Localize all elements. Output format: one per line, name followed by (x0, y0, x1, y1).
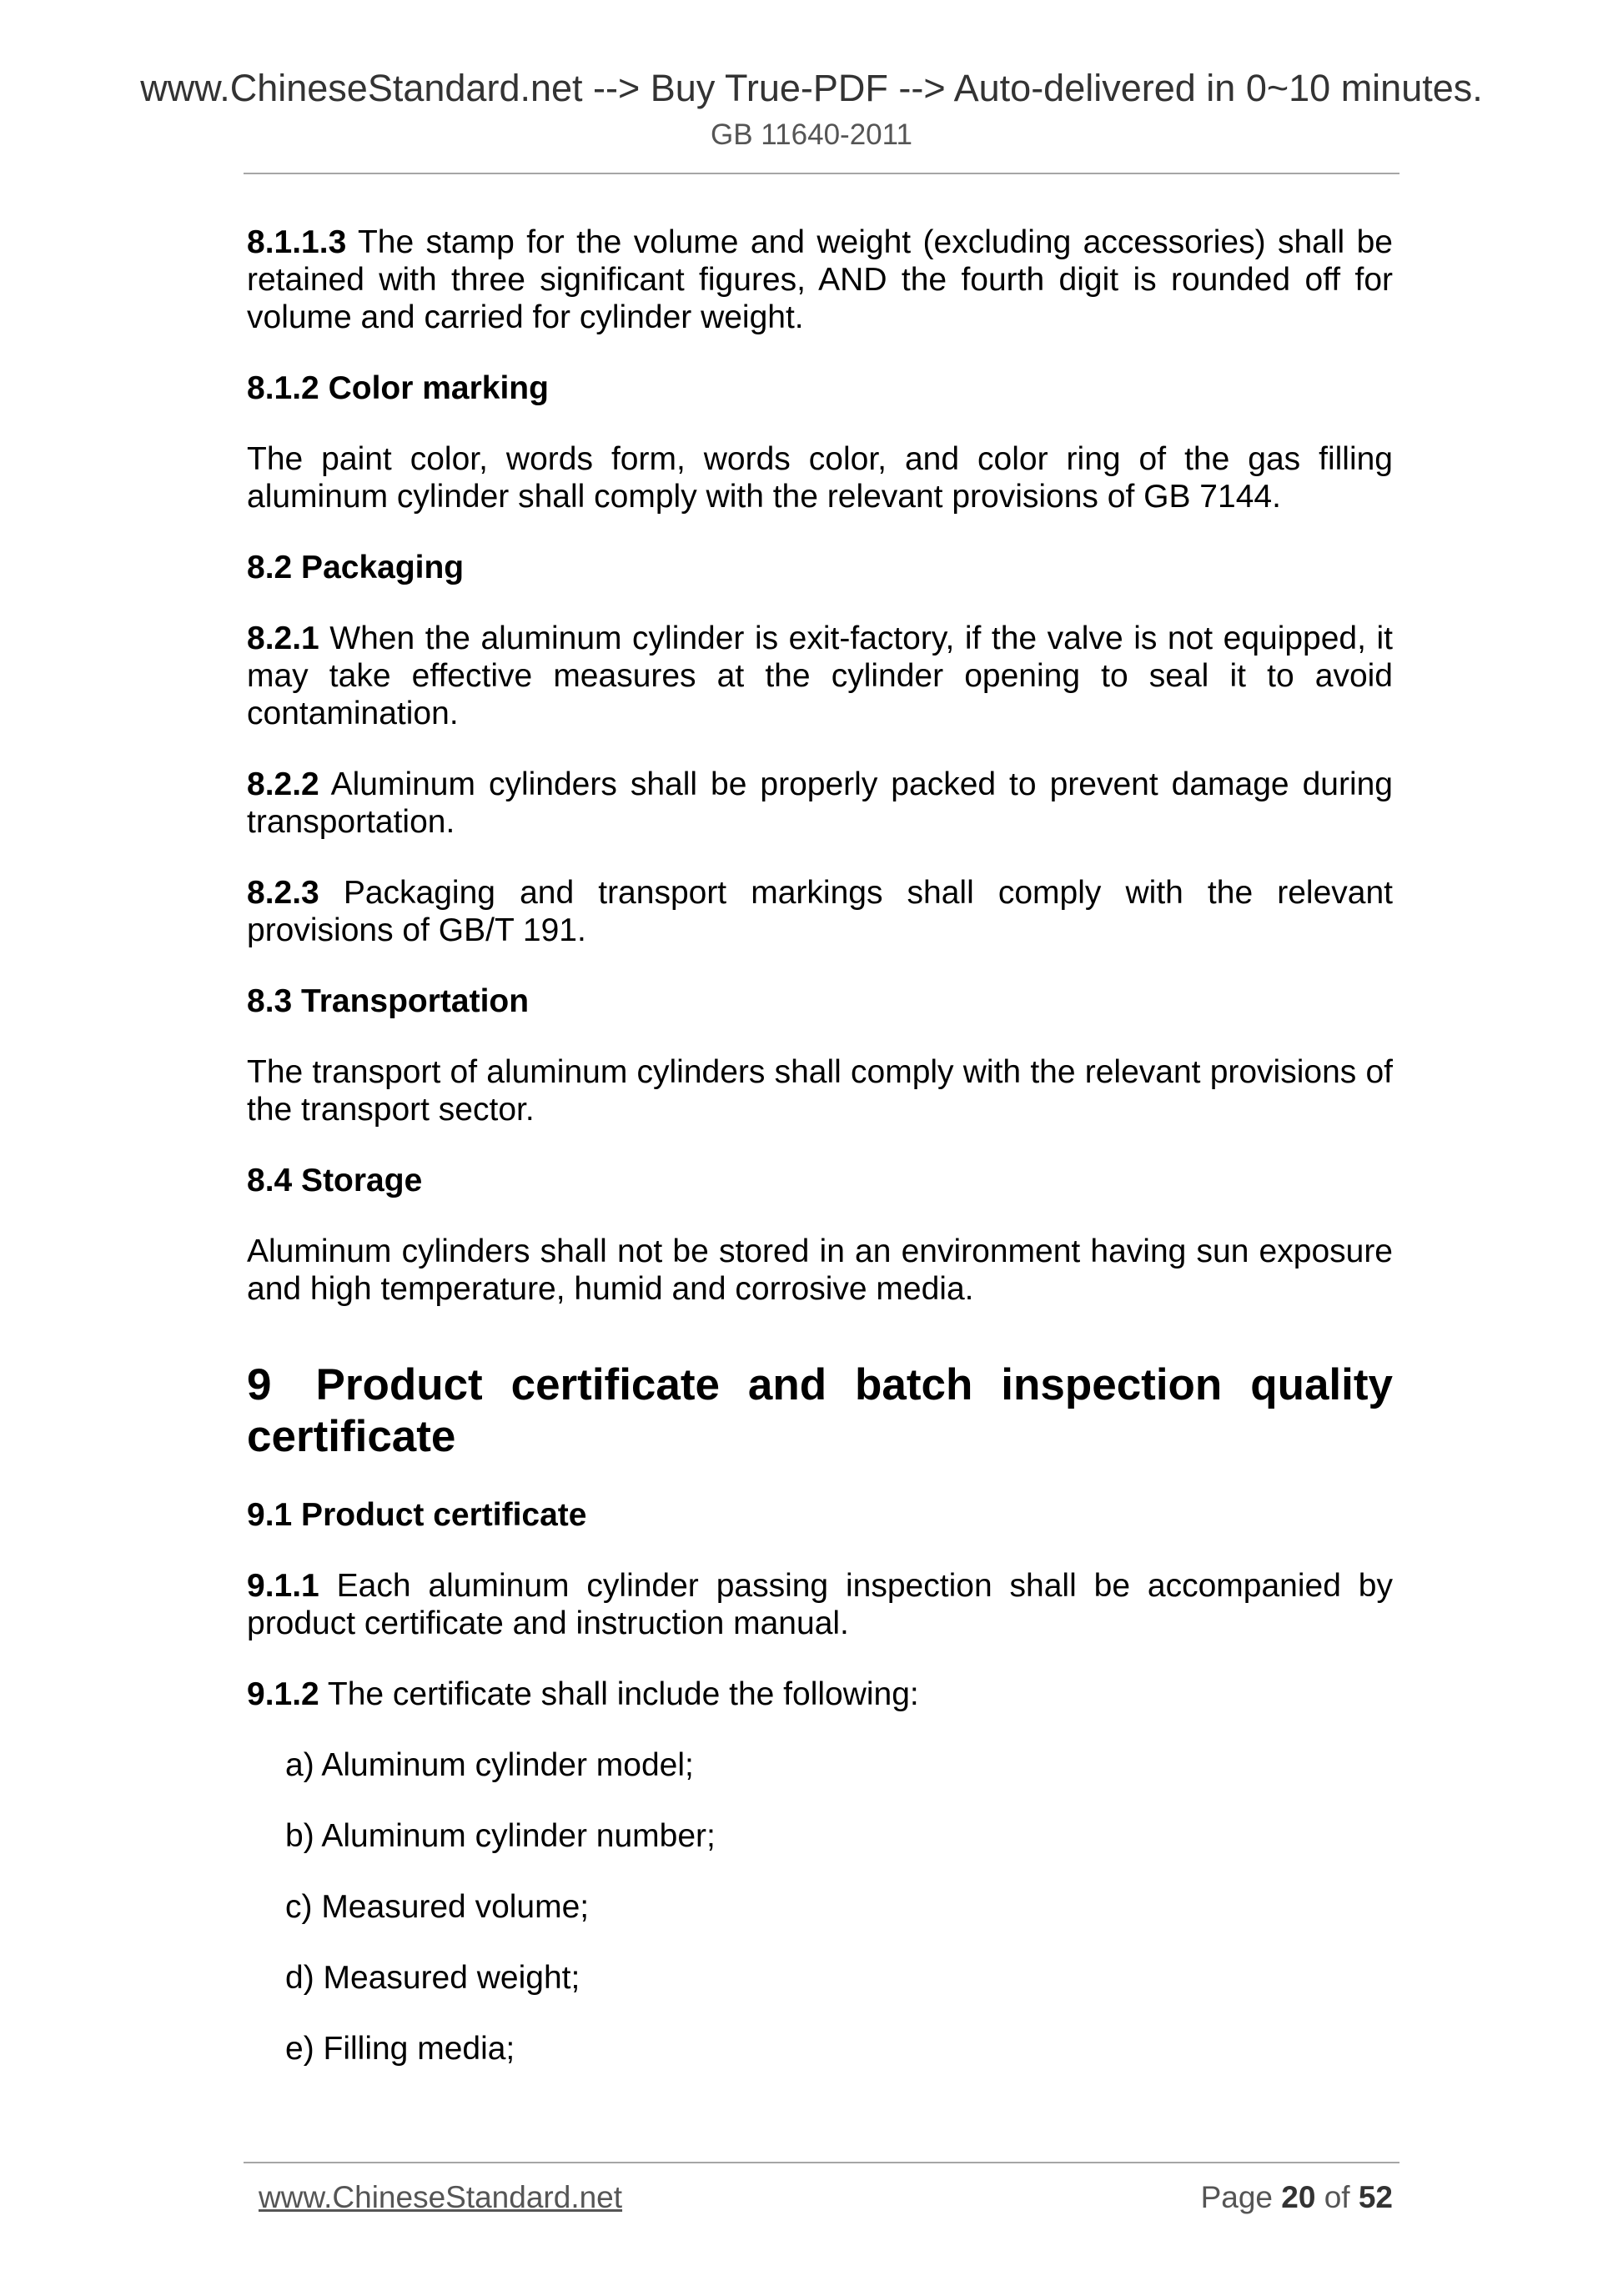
footer-site-link[interactable]: www.ChineseStandard.net (259, 2180, 623, 2214)
heading-8-4: 8.4 Storage (247, 1163, 423, 1198)
header-banner: www.ChineseStandard.net --> Buy True-PDF --> Auto-delivered in 0~10 minutes. (140, 67, 1483, 109)
clause-number: 9.1.2 (247, 1676, 319, 1712)
heading-8-3: 8.3 Transportation (247, 983, 530, 1019)
heading-8-1-2: 8.1.2 Color marking (247, 370, 549, 406)
clause-9-1-1 (247, 1567, 1393, 1642)
clause-text: Packaging and transport markings shall comply with the relevant provisions of GB/T 191. (247, 875, 1393, 948)
clause-text: The certificate shall include the following: (319, 1676, 919, 1712)
clause-text: The stamp for the volume and weight (excluding accessories) shall be retained with three significant figures, AND the fourth digit is rounded off for volume and carried for cylinder weight. (247, 224, 1393, 335)
clause-8-2-3 (247, 874, 1393, 949)
heading-8-2: 8.2 Packaging (247, 550, 465, 585)
list-item: d) Measured weight; (285, 1960, 580, 1996)
list-item: b) Aluminum cylinder number; (285, 1818, 716, 1854)
header-divider (244, 173, 1399, 174)
clause-9-1-2 (247, 1676, 1393, 1713)
clause-text: Each aluminum cylinder passing inspection shall be accompanied by product certificate and instruction manual. (247, 1568, 1393, 1641)
list-item: a) Aluminum cylinder model; (285, 1747, 694, 1783)
list-item: c) Measured volume; (285, 1889, 590, 1925)
paragraph-storage: Aluminum cylinders shall not be stored in an environment having sun exposure and high temperature, humid and corrosive media. (247, 1233, 1393, 1307)
clause-number: 8.2.2 (247, 766, 319, 802)
paragraph-transportation: The transport of aluminum cylinders shall comply with the relevant provisions of the transport sector. (247, 1054, 1393, 1128)
clause-8-2-2 (247, 766, 1393, 841)
page-of: of (1315, 2180, 1359, 2214)
paragraph-color-marking: The paint color, words form, words color, and color ring of the gas filling aluminum cylinder shall comply with the relevant provisions of GB 7144. (247, 441, 1393, 515)
heading-9: 9 Product certificate and batch inspection quality certificate (247, 1360, 1393, 1461)
clause-number: 8.2.3 (247, 875, 319, 911)
page-current: 20 (1281, 2180, 1316, 2214)
clause-number: 8.1.1.3 (247, 224, 347, 260)
page-label: Page (1200, 2180, 1282, 2214)
footer-divider (244, 2162, 1399, 2163)
heading-9-1: 9.1 Product certificate (247, 1497, 587, 1533)
clause-8-1-1-3 (247, 224, 1393, 336)
clause-8-2-1 (247, 620, 1393, 732)
page-total: 52 (1358, 2180, 1393, 2214)
clause-number: 8.2.1 (247, 620, 319, 656)
clause-text: When the aluminum cylinder is exit-factory, if the valve is not equipped, it may take effective measures at the cylinder opening to seal it to avoid contamination. (247, 620, 1393, 731)
page-footer (259, 2177, 1393, 2218)
document-id: GB 11640-2011 (711, 118, 912, 151)
list-item: e) Filling media; (285, 2031, 515, 2067)
clause-text: Aluminum cylinders shall be properly packed to prevent damage during transportation. (247, 766, 1393, 840)
clause-number: 9.1.1 (247, 1568, 319, 1604)
page-number (1201, 2177, 1393, 2218)
page-content (247, 224, 1393, 2067)
